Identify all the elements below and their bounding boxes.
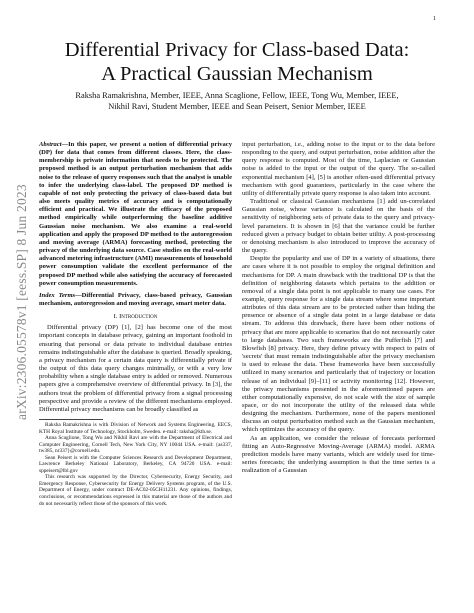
index-terms-text: —Differential Privacy, class-based privacy, Gaussian mechanism, autoregression and moving average, smart meter data. <box>39 291 232 307</box>
footnote-affiliation-1: Raksha Ramakrishna is with Division of Network and Systems Engineering, EECS, KTH Royal Institute of Technology, Stockholm, Sweden. e-mail: raksha@kth.se. <box>39 422 232 435</box>
arxiv-stamp: arXiv:2306.05578v1 [eess.SP] 8 Jun 2023 <box>14 184 29 420</box>
footnote-funding: This research was supported by the Director, Cybersecurity, Energy Security, and Emergency Response, Cybersecurity for Energy Delivery Systems program, of the U.S. Department of Energy, under contract DE-AC02-05CH11231. Any opinions, findings, conclusions, or recommendations expressed in this material are those of the authors and do not necessarily reflect those of the sponsors of this work. <box>39 474 232 507</box>
abstract <box>39 141 232 288</box>
title-line-1: Differential Privacy for Class-based Data: <box>64 39 410 61</box>
authors-line-2: Nikhil Ravi, Student Member, IEEE and Sean Peisert, Senior Member, IEEE <box>108 102 366 111</box>
footnotes <box>39 422 232 507</box>
abstract-label: Abstract <box>39 141 62 148</box>
authors-line-1: Raksha Ramakrishna, Member, IEEE, Anna Scaglione, Fellow, IEEE, Tong Wu, Member, IEEE, <box>75 91 399 100</box>
body-paragraph-3: Despite the popularity and use of DP in a variety of situations, there are cases where it is not possible to employ the original definition and mechanisms for DP. A main drawback with the traditional DP is that the definition of neighboring datasets which pertains to the addition or removal of a single data point is not applicable to many use cases. For example, query response for a single data stream where some important attributes of this data stream are to be protected rather than hiding the presence or absence of a single data point in a large database or data stream. To address this drawback, there have been other notions of privacy that are more applicable to scenarios that do not necessarily cater to large databases. Two such frameworks are the Pufferfish [7] and Blowfish [8] privacy. Here, they define privacy with respect to pairs of 'secrets' that must remain indistinguishable after the privacy mechanism is used to release the data. These frameworks have been successfully utilized in many scenarios and particularly that of trajectory or location release of an individual [9]–[11] or activity monitoring [12]. However, the privacy mechanisms presented in the aforementioned papers are either computationally expensive, do not scale with the size of sample space, or do not incorporate the utility of the released data while designing the mechanism. Furthermore, none of the papers mentioned discuss an output perturbation method such as the Gaussian mechanism, which optimizes the accuracy of the query. <box>242 255 435 434</box>
left-column <box>39 141 232 507</box>
abstract-text: —In this paper, we present a notion of differential privacy (DP) for data that comes from different classes. Here, the class-membership is private information that needs to be protected. The proposed method is an output perturbation mechanism that adds noise to the release of query responses such that the analyst is unable to infer the underlying class-label. The proposed DP method is capable of not only protecting the privacy of class-based data but also meets quality metrics of accuracy and is computationally efficient and practical. We illustrate the efficacy of the proposed method empirically while outperforming the baseline additive Gaussian noise mechanism. We also examine a real-world application and apply the proposed DP method to the autoregression and moving average (ARMA) forecasting method, protecting the privacy of the underlying data source. Case studies on the real-world advanced metering infrastructure (AMI) measurements of household power consumption validate the excellent performance of the proposed DP method while also satisfying the accuracy of forecasted power consumption measurements. <box>39 141 232 287</box>
intro-paragraph: Differential privacy (DP) [1], [2] has become one of the most important concepts in database privacy, gaining an important foothold in ensuring that personal or data private to individual database entries remains indistinguishable after the database is queried. Broadly speaking, a privacy mechanism for a certain data query is differentially private if the output of this data query changes minimally, or with a very low probability when a single database entry is added or removed. Numerous papers give a comprehensive overview of differential privacy. In [3], the authors treat the problem of differential privacy from a signal processing perspective and provide a review of the different mechanisms employed. Differential privacy mechanisms can be broadly classified as <box>39 324 232 413</box>
right-column <box>242 141 435 475</box>
footnote-rule <box>39 419 103 420</box>
index-terms-label: Index Terms <box>39 291 76 299</box>
title-line-2: A Practical Gaussian Mechanism <box>101 63 373 85</box>
footnote-affiliation-3: Sean Peisert is with the Computer Sciences Research and Development Department, Lawrence Berkeley National Laboratory, Berkeley, CA 94720 USA. e-mail: sppeisert@lbl.gov <box>39 454 232 474</box>
body-paragraph-1: input perturbation, i.e., adding noise to the input or to the data before responding to the query, and output perturbation, noise addition after the query response is computed. Most of the time, Laplacian or Gaussian noise is added to the input or the output of the query. The so-called exponential mechanism [4], [5] is another often-used differential privacy mechanism with good guarantees, particularly in the case where the utility of differentially private query response is also taken into account. <box>242 141 435 197</box>
paper-title <box>0 38 474 86</box>
body-paragraph-2: Traditional or classical Gaussian mechanisms [1] add un-correlated Gaussian noise, whose variance is calculated on the basis of the sensitivity of neighboring sets of private data to the query and privacy-level parameters. It is shown in [6] that the variance could be further reduced given a privacy budget to obtain better utility. A post-processing or denoising mechanism is also introduced to improve the accuracy of the query. <box>242 198 435 255</box>
footnote-affiliation-2: Anna Scaglione, Tong Wu and Nikhil Ravi are with the Department of Electrical and Computer Engineering, Cornell Tech, New York City, NY 10044 USA. e-mail: {as337, tw385, nr337}@cornell.edu. <box>39 435 232 455</box>
section-heading: I. Introduction <box>113 313 158 321</box>
index-terms <box>39 292 232 308</box>
author-list <box>60 90 414 112</box>
body-paragraph-4: As an application, we consider the release of forecasts performed fitting an Auto-Regressive Moving-Average (ARMA) model. ARMA prediction models have many variants, which are widely used for time-series forecasts; the underlying assumption is that the time series is a realization of a Gaussian <box>242 434 435 475</box>
page-number: 1 <box>433 16 436 22</box>
